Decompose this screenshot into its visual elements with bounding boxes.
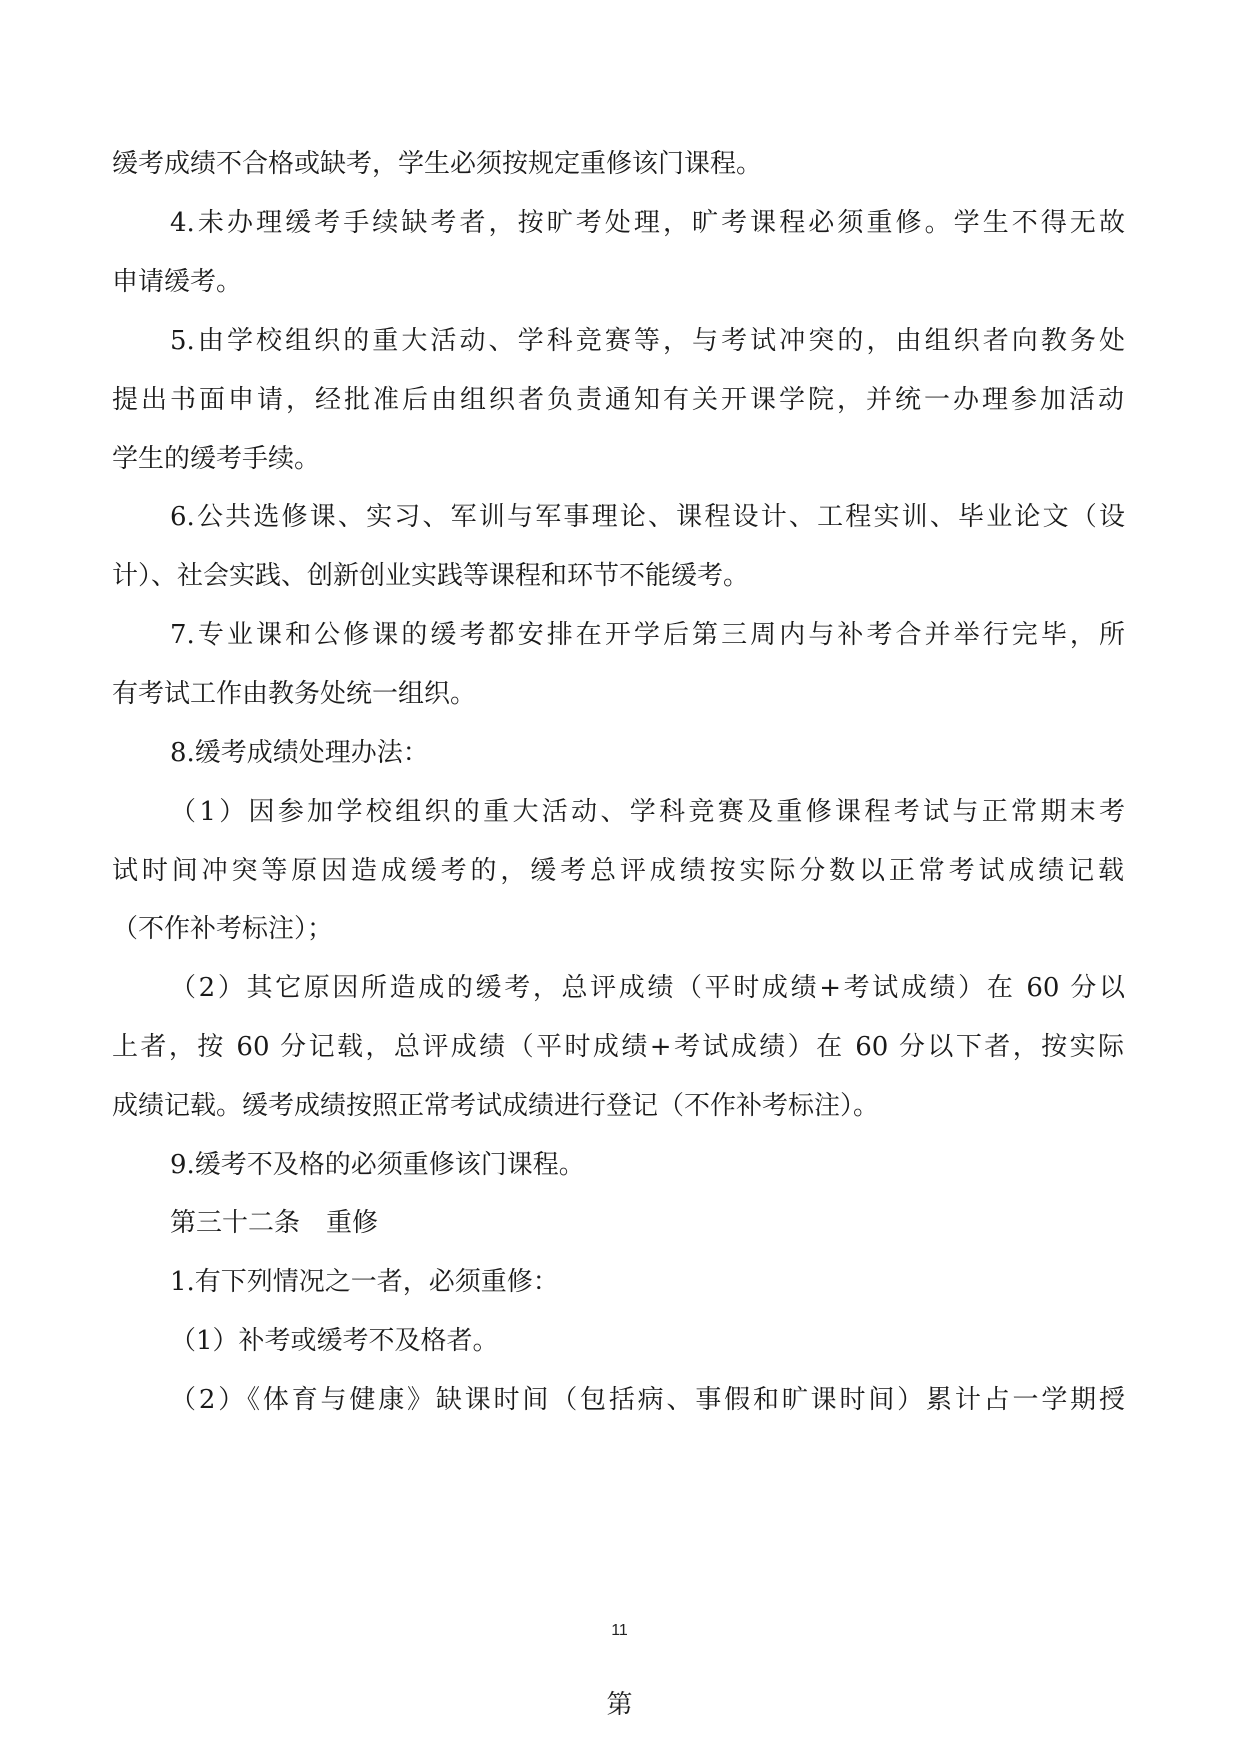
text-line-content: 4.未办理缓考手续缺考者，按旷考处理，旷考课程必须重修。学生不得无故	[170, 208, 1125, 238]
text-line-content: 学生的缓考手续。	[112, 444, 321, 474]
text-line-content: （2）《体育与健康》缺课时间（包括病、事假和旷课时间）累计占一学期授	[170, 1385, 1125, 1415]
text-line-content: 提出书面申请，经批准后由组织者负责通知有关开课学院，并统一办理参加活动	[112, 385, 1124, 415]
text-line	[170, 1264, 1239, 1300]
text-line	[112, 853, 1239, 889]
text-line-content: 9.缓考不及格的必须重修该门课程。	[170, 1150, 585, 1180]
text-line	[170, 499, 1239, 535]
text-line	[112, 676, 1239, 712]
text-line	[112, 911, 1239, 947]
text-line-content: （1）因参加学校组织的重大活动、学科竞赛及重修课程考试与正常期末考	[170, 797, 1125, 827]
section-heading	[170, 1205, 1239, 1241]
text-line-content: 8.缓考成绩处理办法：	[170, 738, 429, 768]
text-line-content: 上者，按 60 分记载，总评成绩（平时成绩+考试成绩）在 60 分以下者，按实际	[112, 1032, 1124, 1062]
text-line	[170, 1147, 1239, 1183]
section-heading-text: 第三十二条 重修	[170, 1208, 379, 1238]
text-line-content: （2）其它原因所造成的缓考，总评成绩（平时成绩+考试成绩）在 60 分以	[170, 973, 1125, 1003]
text-line-content: （不作补考标注）；	[112, 914, 334, 944]
text-line	[112, 1088, 1239, 1124]
text-line	[112, 146, 1239, 182]
text-line	[170, 323, 1239, 359]
text-line	[170, 794, 1239, 830]
text-line	[112, 382, 1239, 418]
text-line	[170, 970, 1239, 1006]
footer-trailing-text: 第	[606, 1690, 633, 1720]
text-line	[112, 558, 1239, 594]
text-line-content: 7.专业课和公修课的缓考都安排在开学后第三周内与补考合并举行完毕，所	[170, 620, 1125, 650]
text-line-content: （1）补考或缓考不及格者。	[170, 1326, 499, 1356]
text-line-content: 6.公共选修课、实习、军训与军事理论、课程设计、工程实训、毕业论文（设	[170, 502, 1125, 532]
text-line	[112, 264, 1239, 300]
text-line	[112, 1029, 1239, 1065]
text-line	[170, 735, 1239, 771]
text-line-content: 计）、社会实践、创新创业实践等课程和环节不能缓考。	[112, 561, 750, 591]
text-line-content: 有考试工作由教务处统一组织。	[112, 679, 477, 709]
text-line	[170, 617, 1239, 653]
text-line	[170, 205, 1239, 241]
text-line-content: 试时间冲突等原因造成缓考的，缓考总评成绩按实际分数以正常考试成绩记载	[112, 856, 1124, 886]
text-line	[170, 1323, 1239, 1359]
text-line	[112, 441, 1239, 477]
text-line	[170, 1382, 1239, 1418]
text-line-content: 5.由学校组织的重大活动、学科竞赛等，与考试冲突的，由组织者向教务处	[170, 326, 1125, 356]
text-line-content: 申请缓考。	[112, 267, 243, 297]
text-line-content: 缓考成绩不合格或缺考，学生必须按规定重修该门课程。	[112, 149, 763, 179]
text-line-content: 1.有下列情况之一者，必须重修：	[170, 1267, 559, 1297]
page-number: 11	[611, 1622, 628, 1639]
text-line-content: 成绩记载。缓考成绩按照正常考试成绩进行登记（不作补考标注）。	[112, 1091, 880, 1121]
